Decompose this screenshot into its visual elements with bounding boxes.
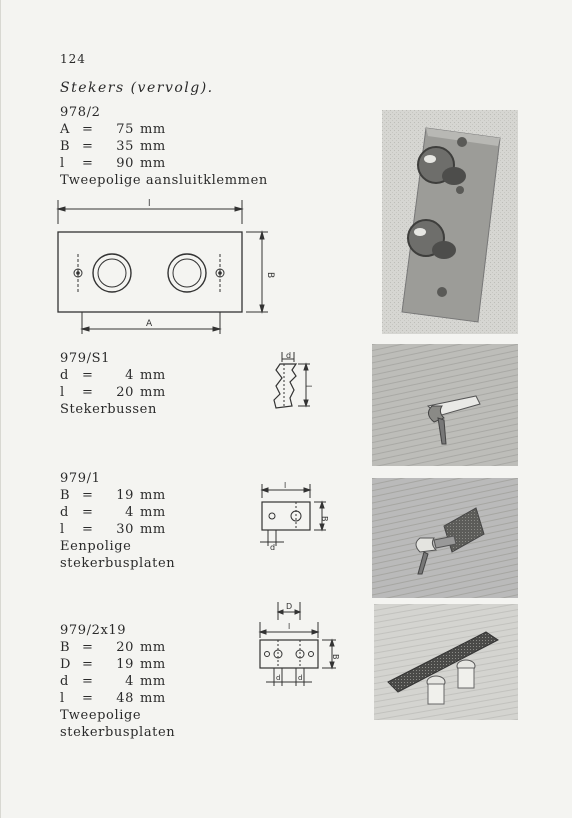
item-description: Tweepolige: [60, 708, 142, 723]
drawing-979-2x19: [252, 598, 352, 690]
photo-979-s1: [372, 344, 518, 466]
item-description: Stekerbussen: [60, 402, 157, 417]
dimension-row: B = 20 mm: [60, 640, 166, 655]
dimension-row: A = 75 mm: [60, 122, 166, 137]
dim-label-d: d: [270, 543, 276, 552]
dimension-row: d = 4 mm: [60, 674, 166, 689]
dimension-row: B = 19 mm: [60, 488, 166, 503]
drawing-978-2: [50, 198, 280, 338]
spec-978-2: [60, 104, 268, 189]
item-code: 979/S1: [60, 351, 110, 366]
item-description: stekerbusplaten: [60, 725, 176, 740]
dimension-row: d = 4 mm: [60, 368, 166, 383]
photo-979-1: [372, 478, 518, 598]
item-code: 979/2x19: [60, 623, 127, 638]
dimension-row: l = 48 mm: [60, 691, 166, 706]
drawing-979-s1: [262, 350, 322, 414]
dim-label-b: B: [331, 654, 340, 660]
dim-label-d1: d: [276, 674, 281, 682]
photo-979-2x19: [374, 604, 518, 720]
dim-label-l: l: [304, 385, 313, 388]
dim-label-l: l: [148, 199, 151, 209]
dim-label-l: l: [284, 481, 287, 490]
photo-978-2: [382, 110, 518, 334]
dim-label-d: d: [286, 351, 292, 360]
page-number: 124: [60, 52, 86, 66]
spec-979-1: [60, 470, 175, 572]
spec-979-2x19: [60, 622, 175, 741]
dimension-row: l = 90 mm: [60, 156, 166, 171]
item-description: stekerbusplaten: [60, 556, 176, 571]
dimension-row: D = 19 mm: [60, 657, 166, 672]
dimension-row: l = 30 mm: [60, 522, 166, 537]
item-code: 979/1: [60, 471, 101, 486]
dimension-row: d = 4 mm: [60, 505, 166, 520]
item-description: Eenpolige: [60, 539, 132, 554]
spec-979-s1: [60, 350, 166, 418]
drawing-979-1: [256, 480, 336, 552]
dimension-row: B = 35 mm: [60, 139, 166, 154]
dim-label-b: B: [320, 516, 329, 522]
dim-label-l: l: [288, 622, 291, 631]
dimension-row: l = 20 mm: [60, 385, 166, 400]
dim-label-D: D: [286, 602, 293, 611]
item-description: Tweepolige aansluitklemmen: [60, 173, 268, 188]
section-heading: Stekers (vervolg).: [60, 80, 214, 96]
dim-label-a: A: [146, 319, 153, 329]
dim-label-d2: d: [298, 674, 303, 682]
dim-label-b: B: [265, 272, 275, 279]
item-code: 978/2: [60, 105, 101, 120]
